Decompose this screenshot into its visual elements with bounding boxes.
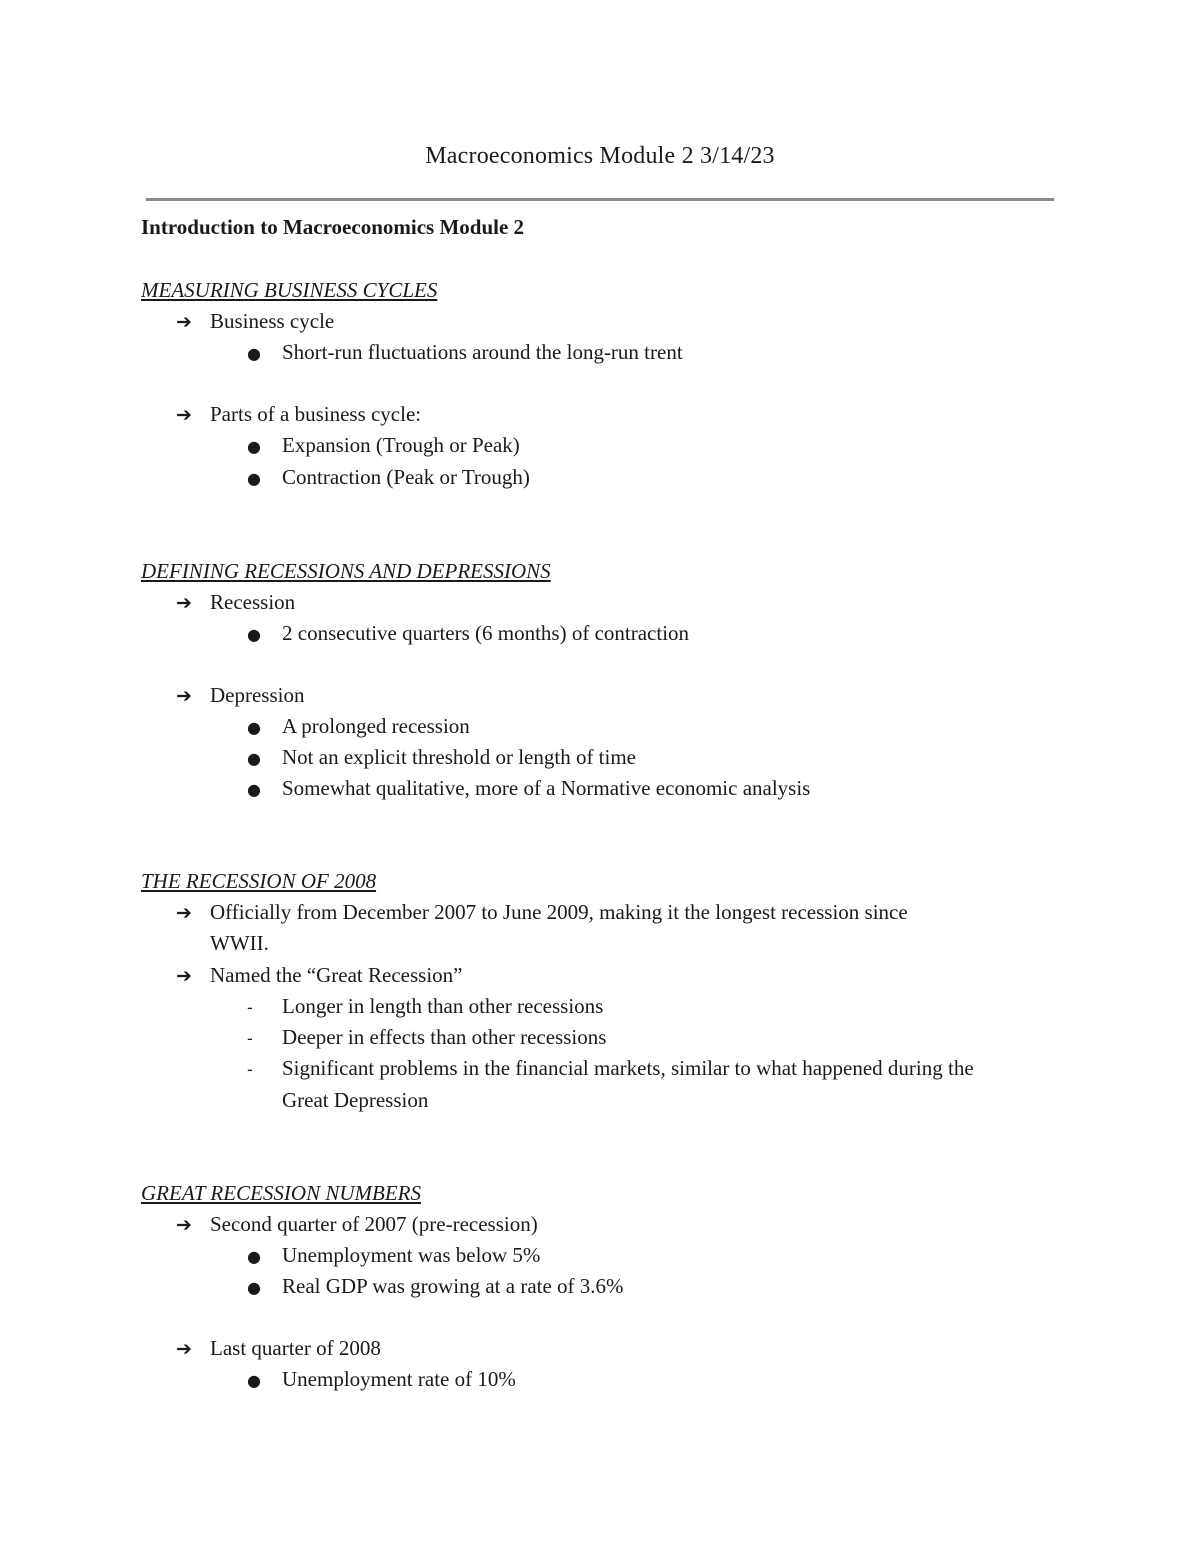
arrow-item: ➔ Last quarter of 2008 xyxy=(176,1333,381,1365)
arrow-icon: ➔ xyxy=(176,1214,192,1236)
bullet-icon: ● xyxy=(247,437,261,456)
section-heading: MEASURING BUSINESS CYCLES xyxy=(141,278,438,302)
arrow-icon: ➔ xyxy=(176,404,192,426)
bullet-item: ● Unemployment rate of 10% xyxy=(247,1364,516,1396)
bullet-icon: ● xyxy=(247,1371,261,1390)
bullet-icon: ● xyxy=(247,469,261,488)
bullet-icon: ● xyxy=(247,344,261,363)
arrow-item: ➔ Named the “Great Recession” xyxy=(176,960,462,992)
bullet-item: ● Contraction (Peak or Trough) xyxy=(247,462,530,494)
bullet-item: ● Real GDP was growing at a rate of 3.6% xyxy=(247,1271,624,1303)
bullet-icon: ● xyxy=(247,780,261,799)
arrow-item: ➔ Recession xyxy=(176,587,295,619)
dash-item: - Significant problems in the financial markets, similar to what happened during the xyxy=(247,1053,974,1085)
bullet-icon: ● xyxy=(247,749,261,768)
dash-item: - Longer in length than other recessions xyxy=(247,991,603,1023)
section-heading: THE RECESSION OF 2008 xyxy=(141,869,377,893)
section-heading: GREAT RECESSION NUMBERS xyxy=(141,1181,421,1205)
bullet-icon: ● xyxy=(247,718,261,737)
intro-heading: Introduction to Macroeconomics Module 2 xyxy=(141,215,525,239)
bullet-icon: ● xyxy=(247,1247,261,1266)
arrow-icon: ➔ xyxy=(176,685,192,707)
bullet-item: ● Unemployment was below 5% xyxy=(247,1240,540,1272)
bullet-item: ● Somewhat qualitative, more of a Normative economic analysis xyxy=(247,773,810,805)
arrow-item: ➔ Officially from December 2007 to June 2009, making it the longest recession since xyxy=(176,897,908,929)
section-heading: DEFINING RECESSIONS AND DEPRESSIONS xyxy=(141,559,551,583)
arrow-item: ➔ Depression xyxy=(176,680,304,712)
dash-icon: - xyxy=(247,998,253,1017)
bullet-icon: ● xyxy=(247,625,261,644)
bullet-item: ● 2 consecutive quarters (6 months) of contraction xyxy=(247,618,689,650)
bullet-item: ● A prolonged recession xyxy=(247,711,470,743)
horizontal-rule xyxy=(146,198,1054,201)
dash-item: - Deeper in effects than other recessions xyxy=(247,1022,606,1054)
arrow-icon: ➔ xyxy=(176,311,192,333)
arrow-icon: ➔ xyxy=(176,1338,192,1360)
arrow-item-continuation: WWII. xyxy=(210,931,269,955)
arrow-item: ➔ Business cycle xyxy=(176,306,334,338)
arrow-item: ➔ Parts of a business cycle: xyxy=(176,399,421,431)
document-title: Macroeconomics Module 2 3/14/23 xyxy=(425,143,775,169)
bullet-icon: ● xyxy=(247,1278,261,1297)
arrow-icon: ➔ xyxy=(176,965,192,987)
dash-icon: - xyxy=(247,1060,253,1079)
dash-item-continuation: Great Depression xyxy=(282,1088,429,1112)
arrow-item: ➔ Second quarter of 2007 (pre-recession) xyxy=(176,1209,538,1241)
dash-icon: - xyxy=(247,1029,253,1048)
arrow-icon: ➔ xyxy=(176,592,192,614)
bullet-item: ● Not an explicit threshold or length of time xyxy=(247,742,636,774)
bullet-item: ● Short-run fluctuations around the long-run trent xyxy=(247,337,683,369)
arrow-icon: ➔ xyxy=(176,902,192,924)
bullet-item: ● Expansion (Trough or Peak) xyxy=(247,430,520,462)
